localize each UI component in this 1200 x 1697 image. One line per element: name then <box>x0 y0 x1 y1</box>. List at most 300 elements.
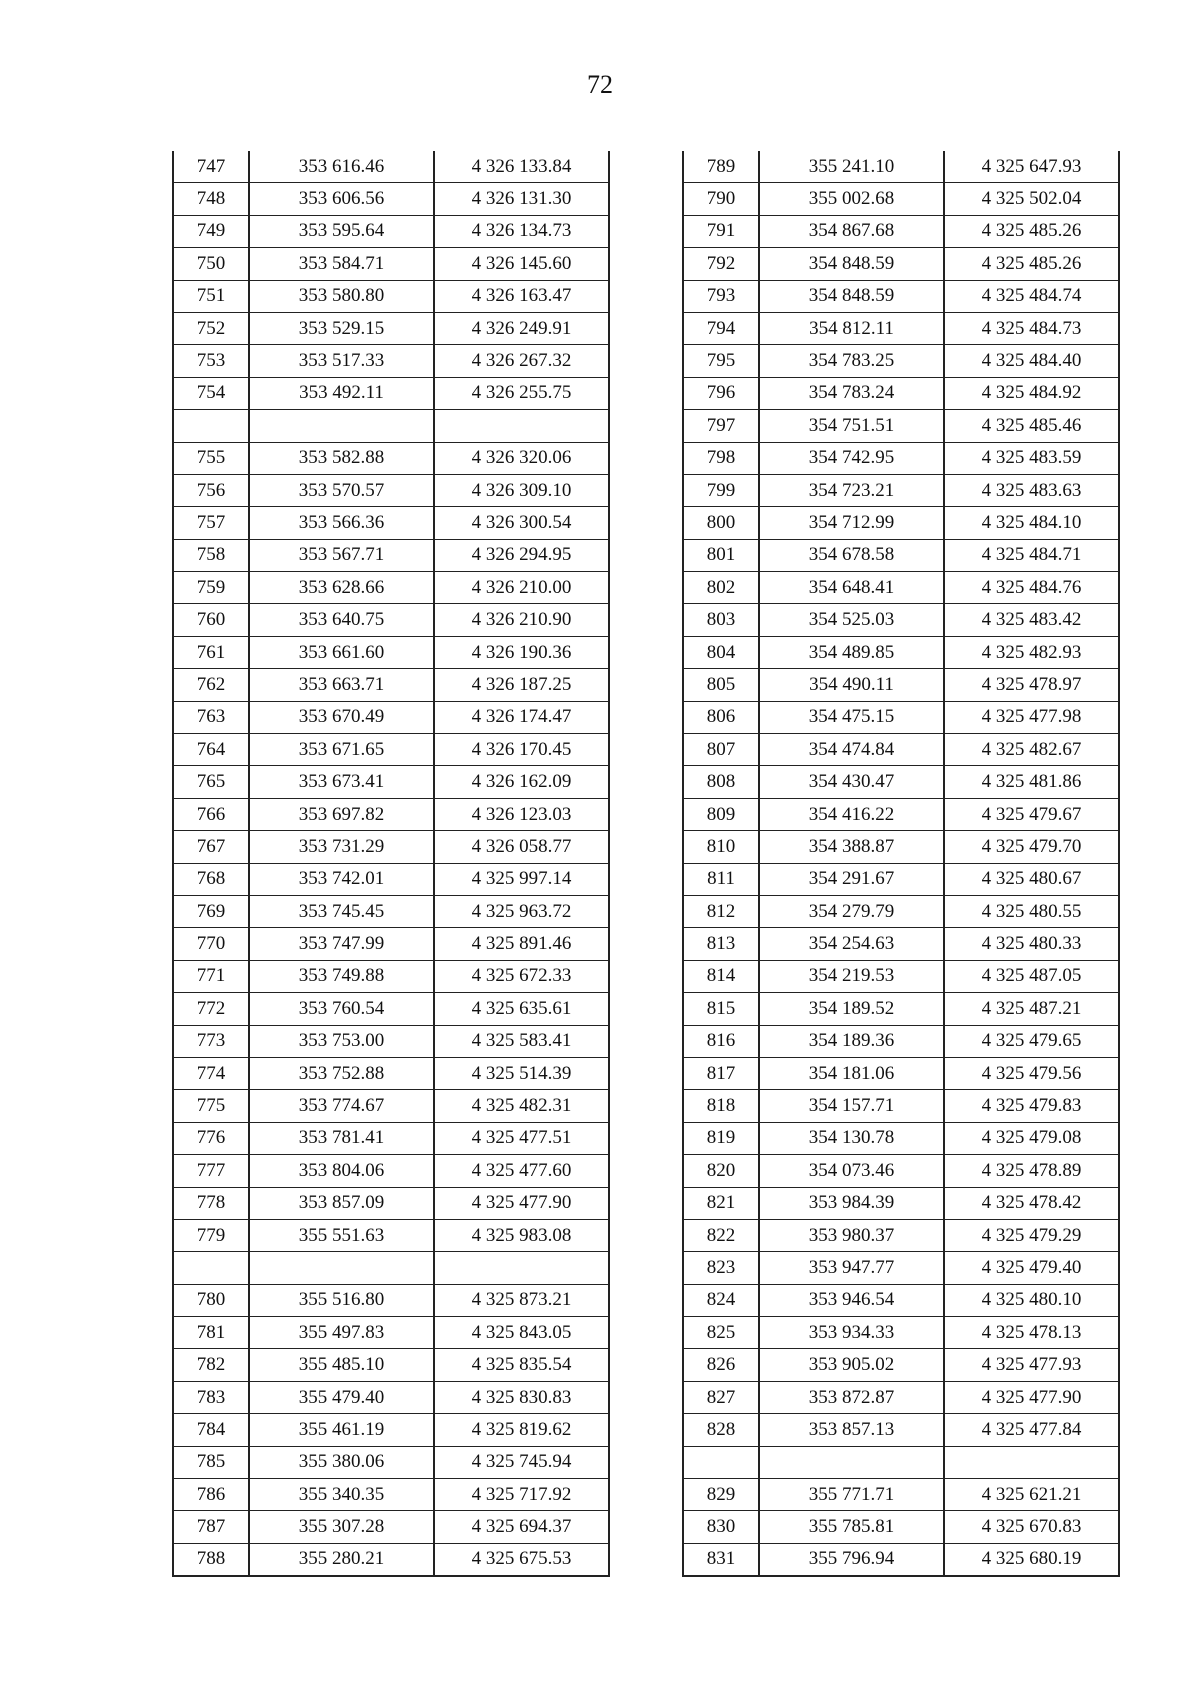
table-row <box>683 183 1119 215</box>
y-coordinate-cell: 4 325 843.05 <box>434 1317 609 1349</box>
point-number-cell: 787 <box>173 1511 249 1543</box>
y-coordinate-cell: 4 325 483.42 <box>944 604 1119 636</box>
point-number-cell: 782 <box>173 1349 249 1381</box>
point-number-cell: 817 <box>683 1057 759 1089</box>
point-number-cell: 774 <box>173 1057 249 1089</box>
y-coordinate-cell <box>434 1252 609 1284</box>
x-coordinate-cell: 353 671.65 <box>249 734 434 766</box>
x-coordinate-cell: 354 783.24 <box>759 377 944 409</box>
x-coordinate-cell: 355 461.19 <box>249 1414 434 1446</box>
table-row <box>173 766 609 798</box>
y-coordinate-cell: 4 325 819.62 <box>434 1414 609 1446</box>
point-number-cell: 754 <box>173 377 249 409</box>
y-coordinate-cell: 4 325 481.86 <box>944 766 1119 798</box>
y-coordinate-cell: 4 325 484.73 <box>944 312 1119 344</box>
y-coordinate-cell: 4 325 478.13 <box>944 1317 1119 1349</box>
y-coordinate-cell: 4 326 058.77 <box>434 831 609 863</box>
table-row <box>683 1252 1119 1284</box>
table-row <box>683 863 1119 895</box>
point-number-cell: 758 <box>173 539 249 571</box>
table-row <box>683 1090 1119 1122</box>
x-coordinate-cell: 353 774.67 <box>249 1090 434 1122</box>
table-row <box>173 410 609 442</box>
x-coordinate-cell: 353 606.56 <box>249 183 434 215</box>
y-coordinate-cell: 4 325 835.54 <box>434 1349 609 1381</box>
y-coordinate-cell: 4 325 479.65 <box>944 1025 1119 1057</box>
x-coordinate-cell: 353 640.75 <box>249 604 434 636</box>
coordinates-table-left <box>172 151 610 1577</box>
x-coordinate-cell: 355 002.68 <box>759 183 944 215</box>
y-coordinate-cell: 4 325 997.14 <box>434 863 609 895</box>
point-number-cell: 786 <box>173 1479 249 1511</box>
y-coordinate-cell: 4 325 672.33 <box>434 960 609 992</box>
y-coordinate-cell: 4 325 480.67 <box>944 863 1119 895</box>
y-coordinate-cell: 4 325 485.26 <box>944 215 1119 247</box>
table-row <box>173 1381 609 1413</box>
y-coordinate-cell: 4 326 320.06 <box>434 442 609 474</box>
point-number-cell: 781 <box>173 1317 249 1349</box>
table-row <box>173 312 609 344</box>
x-coordinate-cell: 353 570.57 <box>249 474 434 506</box>
point-number-cell: 802 <box>683 572 759 604</box>
y-coordinate-cell: 4 325 621.21 <box>944 1479 1119 1511</box>
table-row <box>683 766 1119 798</box>
point-number-cell: 831 <box>683 1543 759 1576</box>
y-coordinate-cell: 4 325 478.89 <box>944 1155 1119 1187</box>
y-coordinate-cell: 4 325 670.83 <box>944 1511 1119 1543</box>
point-number-cell: 818 <box>683 1090 759 1122</box>
x-coordinate-cell: 353 697.82 <box>249 798 434 830</box>
x-coordinate-cell: 354 648.41 <box>759 572 944 604</box>
x-coordinate-cell: 353 934.33 <box>759 1317 944 1349</box>
y-coordinate-cell: 4 325 477.60 <box>434 1155 609 1187</box>
y-coordinate-cell: 4 326 123.03 <box>434 798 609 830</box>
point-number-cell: 813 <box>683 928 759 960</box>
point-number-cell: 798 <box>683 442 759 474</box>
point-number-cell: 775 <box>173 1090 249 1122</box>
x-coordinate-cell: 354 430.47 <box>759 766 944 798</box>
table-row <box>683 1381 1119 1413</box>
x-coordinate-cell <box>249 1252 434 1284</box>
y-coordinate-cell: 4 325 717.92 <box>434 1479 609 1511</box>
x-coordinate-cell: 353 663.71 <box>249 669 434 701</box>
x-coordinate-cell: 353 595.64 <box>249 215 434 247</box>
y-coordinate-cell: 4 325 480.10 <box>944 1284 1119 1316</box>
point-number-cell: 750 <box>173 248 249 280</box>
point-number-cell: 805 <box>683 669 759 701</box>
table-row <box>173 1155 609 1187</box>
point-number-cell: 760 <box>173 604 249 636</box>
point-number-cell: 810 <box>683 831 759 863</box>
table-row <box>683 1284 1119 1316</box>
y-coordinate-cell: 4 325 891.46 <box>434 928 609 960</box>
y-coordinate-cell: 4 325 479.08 <box>944 1122 1119 1154</box>
x-coordinate-cell: 355 280.21 <box>249 1543 434 1576</box>
x-coordinate-cell: 354 189.36 <box>759 1025 944 1057</box>
y-coordinate-cell: 4 325 680.19 <box>944 1543 1119 1576</box>
y-coordinate-cell: 4 325 487.21 <box>944 993 1119 1025</box>
x-coordinate-cell: 354 130.78 <box>759 1122 944 1154</box>
x-coordinate-cell: 353 582.88 <box>249 442 434 474</box>
point-number-cell: 820 <box>683 1155 759 1187</box>
y-coordinate-cell: 4 325 482.93 <box>944 636 1119 668</box>
y-coordinate-cell: 4 325 983.08 <box>434 1219 609 1251</box>
table-row <box>683 151 1119 183</box>
point-number-cell: 757 <box>173 507 249 539</box>
point-number-cell: 788 <box>173 1543 249 1576</box>
point-number-cell: 766 <box>173 798 249 830</box>
y-coordinate-cell: 4 325 479.29 <box>944 1219 1119 1251</box>
point-number-cell: 765 <box>173 766 249 798</box>
point-number-cell: 800 <box>683 507 759 539</box>
y-coordinate-cell: 4 325 484.40 <box>944 345 1119 377</box>
point-number-cell: 824 <box>683 1284 759 1316</box>
x-coordinate-cell: 354 712.99 <box>759 507 944 539</box>
coordinates-table-right <box>682 151 1120 1577</box>
y-coordinate-cell: 4 326 300.54 <box>434 507 609 539</box>
table-row <box>173 572 609 604</box>
y-coordinate-cell: 4 325 484.92 <box>944 377 1119 409</box>
x-coordinate-cell: 353 905.02 <box>759 1349 944 1381</box>
x-coordinate-cell: 354 783.25 <box>759 345 944 377</box>
table-row <box>173 248 609 280</box>
table-row <box>683 1187 1119 1219</box>
table-row <box>173 1284 609 1316</box>
point-number-cell: 768 <box>173 863 249 895</box>
y-coordinate-cell: 4 325 830.83 <box>434 1381 609 1413</box>
table-row <box>683 280 1119 312</box>
table-row <box>683 960 1119 992</box>
table-row <box>683 474 1119 506</box>
y-coordinate-cell: 4 325 485.46 <box>944 410 1119 442</box>
point-number-cell: 759 <box>173 572 249 604</box>
table-row <box>173 895 609 927</box>
table-row <box>683 1219 1119 1251</box>
point-number-cell: 797 <box>683 410 759 442</box>
x-coordinate-cell: 354 489.85 <box>759 636 944 668</box>
point-number-cell: 816 <box>683 1025 759 1057</box>
table-row <box>683 1155 1119 1187</box>
table-row <box>173 1414 609 1446</box>
y-coordinate-cell: 4 326 187.25 <box>434 669 609 701</box>
x-coordinate-cell: 353 742.01 <box>249 863 434 895</box>
point-number-cell: 762 <box>173 669 249 701</box>
table-body <box>683 151 1119 1576</box>
y-coordinate-cell: 4 326 309.10 <box>434 474 609 506</box>
x-coordinate-cell: 354 474.84 <box>759 734 944 766</box>
point-number-cell: 756 <box>173 474 249 506</box>
x-coordinate-cell: 355 497.83 <box>249 1317 434 1349</box>
table-row <box>173 798 609 830</box>
x-coordinate-cell: 354 291.67 <box>759 863 944 895</box>
point-number-cell: 780 <box>173 1284 249 1316</box>
point-number-cell: 791 <box>683 215 759 247</box>
x-coordinate-cell: 354 416.22 <box>759 798 944 830</box>
x-coordinate-cell <box>759 1446 944 1478</box>
table-row <box>173 345 609 377</box>
table-row <box>173 1025 609 1057</box>
y-coordinate-cell: 4 325 484.10 <box>944 507 1119 539</box>
table-row <box>173 442 609 474</box>
x-coordinate-cell: 354 678.58 <box>759 539 944 571</box>
point-number-cell: 799 <box>683 474 759 506</box>
table-row <box>683 1057 1119 1089</box>
y-coordinate-cell: 4 325 479.40 <box>944 1252 1119 1284</box>
table-row <box>683 1414 1119 1446</box>
y-coordinate-cell: 4 325 487.05 <box>944 960 1119 992</box>
table-row <box>683 1317 1119 1349</box>
table-row <box>683 928 1119 960</box>
y-coordinate-cell: 4 325 478.42 <box>944 1187 1119 1219</box>
point-number-cell: 761 <box>173 636 249 668</box>
x-coordinate-cell: 354 189.52 <box>759 993 944 1025</box>
x-coordinate-cell: 353 747.99 <box>249 928 434 960</box>
y-coordinate-cell <box>434 410 609 442</box>
y-coordinate-cell: 4 326 162.09 <box>434 766 609 798</box>
table-row <box>173 1187 609 1219</box>
table-row <box>683 701 1119 733</box>
y-coordinate-cell: 4 325 514.39 <box>434 1057 609 1089</box>
x-coordinate-cell: 354 073.46 <box>759 1155 944 1187</box>
table-row <box>683 248 1119 280</box>
y-coordinate-cell: 4 325 477.93 <box>944 1349 1119 1381</box>
table-row <box>683 831 1119 863</box>
y-coordinate-cell: 4 325 635.61 <box>434 993 609 1025</box>
x-coordinate-cell: 354 751.51 <box>759 410 944 442</box>
point-number-cell: 771 <box>173 960 249 992</box>
point-number-cell: 770 <box>173 928 249 960</box>
point-number-cell: 764 <box>173 734 249 766</box>
x-coordinate-cell: 355 785.81 <box>759 1511 944 1543</box>
point-number-cell: 793 <box>683 280 759 312</box>
x-coordinate-cell: 353 616.46 <box>249 151 434 183</box>
table-row <box>683 636 1119 668</box>
point-number-cell: 751 <box>173 280 249 312</box>
x-coordinate-cell: 354 254.63 <box>759 928 944 960</box>
table-row <box>173 993 609 1025</box>
x-coordinate-cell: 354 490.11 <box>759 669 944 701</box>
table-row <box>683 345 1119 377</box>
table-row <box>683 1349 1119 1381</box>
table-row <box>683 734 1119 766</box>
table-row <box>173 1511 609 1543</box>
y-coordinate-cell <box>944 1446 1119 1478</box>
y-coordinate-cell: 4 325 745.94 <box>434 1446 609 1478</box>
table-row <box>173 831 609 863</box>
y-coordinate-cell: 4 326 134.73 <box>434 215 609 247</box>
y-coordinate-cell: 4 325 647.93 <box>944 151 1119 183</box>
y-coordinate-cell: 4 326 294.95 <box>434 539 609 571</box>
point-number-cell: 827 <box>683 1381 759 1413</box>
table-row <box>683 312 1119 344</box>
table-row <box>683 1446 1119 1478</box>
table-row <box>683 539 1119 571</box>
table-row <box>173 636 609 668</box>
x-coordinate-cell: 354 848.59 <box>759 248 944 280</box>
x-coordinate-cell: 354 279.79 <box>759 895 944 927</box>
point-number-cell: 823 <box>683 1252 759 1284</box>
point-number-cell: 828 <box>683 1414 759 1446</box>
x-coordinate-cell: 353 980.37 <box>759 1219 944 1251</box>
point-number-cell: 801 <box>683 539 759 571</box>
table-row <box>683 1543 1119 1576</box>
point-number-cell: 785 <box>173 1446 249 1478</box>
x-coordinate-cell: 353 670.49 <box>249 701 434 733</box>
table-row <box>173 1446 609 1478</box>
point-number-cell: 755 <box>173 442 249 474</box>
y-coordinate-cell: 4 326 131.30 <box>434 183 609 215</box>
y-coordinate-cell: 4 325 477.90 <box>434 1187 609 1219</box>
y-coordinate-cell: 4 325 675.53 <box>434 1543 609 1576</box>
x-coordinate-cell: 353 584.71 <box>249 248 434 280</box>
y-coordinate-cell: 4 326 145.60 <box>434 248 609 280</box>
x-coordinate-cell: 353 857.13 <box>759 1414 944 1446</box>
point-number-cell: 777 <box>173 1155 249 1187</box>
x-coordinate-cell: 355 771.71 <box>759 1479 944 1511</box>
x-coordinate-cell: 355 479.40 <box>249 1381 434 1413</box>
y-coordinate-cell: 4 325 479.67 <box>944 798 1119 830</box>
y-coordinate-cell: 4 325 484.71 <box>944 539 1119 571</box>
table-row <box>173 1219 609 1251</box>
table-body <box>173 151 609 1576</box>
point-number-cell: 795 <box>683 345 759 377</box>
point-number-cell <box>173 410 249 442</box>
y-coordinate-cell: 4 325 477.90 <box>944 1381 1119 1413</box>
y-coordinate-cell: 4 326 163.47 <box>434 280 609 312</box>
point-number-cell: 753 <box>173 345 249 377</box>
point-number-cell: 749 <box>173 215 249 247</box>
table-row <box>173 1317 609 1349</box>
table-row <box>173 151 609 183</box>
point-number-cell: 792 <box>683 248 759 280</box>
table-row <box>173 1090 609 1122</box>
table-row <box>683 1511 1119 1543</box>
x-coordinate-cell: 353 984.39 <box>759 1187 944 1219</box>
y-coordinate-cell: 4 325 482.31 <box>434 1090 609 1122</box>
x-coordinate-cell: 353 752.88 <box>249 1057 434 1089</box>
table-row <box>173 1349 609 1381</box>
point-number-cell: 819 <box>683 1122 759 1154</box>
page-number: 72 <box>587 70 613 99</box>
point-number-cell: 796 <box>683 377 759 409</box>
table-row <box>683 798 1119 830</box>
x-coordinate-cell: 354 475.15 <box>759 701 944 733</box>
point-number-cell: 830 <box>683 1511 759 1543</box>
x-coordinate-cell: 355 241.10 <box>759 151 944 183</box>
table-row <box>683 1479 1119 1511</box>
point-number-cell: 809 <box>683 798 759 830</box>
y-coordinate-cell: 4 325 480.55 <box>944 895 1119 927</box>
y-coordinate-cell: 4 325 484.74 <box>944 280 1119 312</box>
table-row <box>683 442 1119 474</box>
y-coordinate-cell: 4 325 873.21 <box>434 1284 609 1316</box>
table-row <box>683 507 1119 539</box>
x-coordinate-cell: 355 551.63 <box>249 1219 434 1251</box>
y-coordinate-cell: 4 326 267.32 <box>434 345 609 377</box>
x-coordinate-cell: 353 673.41 <box>249 766 434 798</box>
table-row <box>173 377 609 409</box>
point-number-cell: 779 <box>173 1219 249 1251</box>
table-row <box>173 507 609 539</box>
table-row <box>173 960 609 992</box>
point-number-cell: 829 <box>683 1479 759 1511</box>
y-coordinate-cell: 4 326 255.75 <box>434 377 609 409</box>
x-coordinate-cell: 355 307.28 <box>249 1511 434 1543</box>
point-number-cell: 794 <box>683 312 759 344</box>
x-coordinate-cell: 353 857.09 <box>249 1187 434 1219</box>
table-row <box>683 215 1119 247</box>
y-coordinate-cell: 4 325 477.98 <box>944 701 1119 733</box>
y-coordinate-cell: 4 326 174.47 <box>434 701 609 733</box>
y-coordinate-cell: 4 325 694.37 <box>434 1511 609 1543</box>
x-coordinate-cell: 354 848.59 <box>759 280 944 312</box>
point-number-cell: 769 <box>173 895 249 927</box>
x-coordinate-cell: 353 781.41 <box>249 1122 434 1154</box>
y-coordinate-cell: 4 325 583.41 <box>434 1025 609 1057</box>
x-coordinate-cell: 354 742.95 <box>759 442 944 474</box>
point-number-cell: 822 <box>683 1219 759 1251</box>
x-coordinate-cell: 353 745.45 <box>249 895 434 927</box>
x-coordinate-cell: 354 867.68 <box>759 215 944 247</box>
x-coordinate-cell: 353 760.54 <box>249 993 434 1025</box>
point-number-cell: 811 <box>683 863 759 895</box>
point-number-cell: 772 <box>173 993 249 1025</box>
y-coordinate-cell: 4 325 485.26 <box>944 248 1119 280</box>
x-coordinate-cell: 353 517.33 <box>249 345 434 377</box>
y-coordinate-cell: 4 325 484.76 <box>944 572 1119 604</box>
point-number-cell: 767 <box>173 831 249 863</box>
table-row <box>173 928 609 960</box>
point-number-cell: 778 <box>173 1187 249 1219</box>
x-coordinate-cell: 354 157.71 <box>759 1090 944 1122</box>
table-row <box>173 280 609 312</box>
x-coordinate-cell: 353 872.87 <box>759 1381 944 1413</box>
x-coordinate-cell: 354 219.53 <box>759 960 944 992</box>
point-number-cell: 825 <box>683 1317 759 1349</box>
point-number-cell: 814 <box>683 960 759 992</box>
table-row <box>683 895 1119 927</box>
y-coordinate-cell: 4 325 477.51 <box>434 1122 609 1154</box>
point-number-cell: 815 <box>683 993 759 1025</box>
table-row <box>683 1122 1119 1154</box>
table-row <box>683 604 1119 636</box>
x-coordinate-cell: 353 566.36 <box>249 507 434 539</box>
y-coordinate-cell: 4 325 477.84 <box>944 1414 1119 1446</box>
table-row <box>173 474 609 506</box>
x-coordinate-cell: 354 812.11 <box>759 312 944 344</box>
x-coordinate-cell: 354 723.21 <box>759 474 944 506</box>
table-row <box>173 1252 609 1284</box>
table-row <box>683 669 1119 701</box>
table-row <box>173 669 609 701</box>
x-coordinate-cell: 353 946.54 <box>759 1284 944 1316</box>
point-number-cell: 812 <box>683 895 759 927</box>
point-number-cell: 776 <box>173 1122 249 1154</box>
y-coordinate-cell: 4 326 170.45 <box>434 734 609 766</box>
x-coordinate-cell: 355 796.94 <box>759 1543 944 1576</box>
x-coordinate-cell: 355 485.10 <box>249 1349 434 1381</box>
point-number-cell: 807 <box>683 734 759 766</box>
y-coordinate-cell: 4 325 479.83 <box>944 1090 1119 1122</box>
y-coordinate-cell: 4 325 502.04 <box>944 183 1119 215</box>
x-coordinate-cell: 353 492.11 <box>249 377 434 409</box>
point-number-cell: 790 <box>683 183 759 215</box>
point-number-cell: 804 <box>683 636 759 668</box>
x-coordinate-cell: 353 529.15 <box>249 312 434 344</box>
y-coordinate-cell: 4 325 483.63 <box>944 474 1119 506</box>
y-coordinate-cell: 4 325 482.67 <box>944 734 1119 766</box>
point-number-cell: 783 <box>173 1381 249 1413</box>
